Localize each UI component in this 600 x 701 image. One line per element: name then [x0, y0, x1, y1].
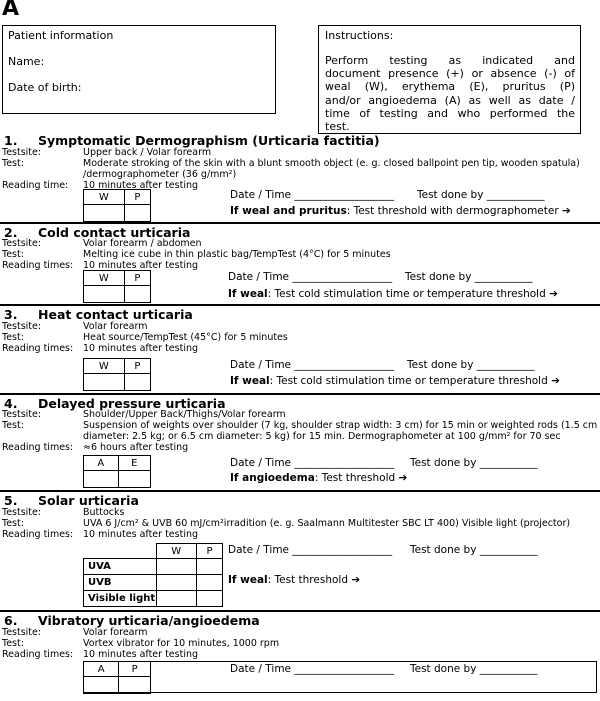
grid-cell[interactable]	[196, 575, 222, 591]
section-divider	[0, 610, 600, 612]
grid-col-header: P	[124, 359, 150, 374]
grid-col-header: A	[84, 662, 119, 677]
section-5-reading: 10 minutes after testing	[83, 529, 199, 540]
instructions-line: and/or angioedema (A) as well as date /	[325, 93, 575, 107]
followup-action: : Test threshold ➔	[314, 472, 408, 484]
section-2-title: Cold contact urticaria	[38, 225, 191, 240]
section-1-test-line1: Moderate stroking of the skin with a blunt smooth object (e. g. closed ballpoint pen tip, wooden spatula)	[83, 158, 580, 169]
grid-col-header: W	[84, 190, 125, 205]
grid-cell[interactable]	[124, 205, 150, 222]
grid-cell[interactable]	[84, 205, 125, 222]
section-4-testsite: Shoulder/Upper Back/Thighs/Volar forearm	[83, 409, 286, 420]
section-5-test-done-by[interactable]: Test done by ___________	[410, 544, 538, 556]
section-3-title: Heat contact urticaria	[38, 307, 193, 322]
section-3-result-grid	[83, 358, 151, 391]
testsite-label: Testsite:	[2, 238, 42, 249]
section-1-title: Symptomatic Dermographism (Urticaria factitia)	[38, 133, 380, 148]
section-5-number: 5.	[4, 493, 18, 508]
section-5-test-line1: UVA 6 J/cm² & UVB 60 mJ/cm²irradition (e. g. Saalmann Multitester SBC LT 400) Visible light (projector)	[83, 518, 571, 529]
test-label: Test:	[2, 518, 24, 529]
grid-cell[interactable]	[84, 471, 119, 488]
section-6-testsite: Volar forearm	[83, 627, 148, 638]
reading-times-label: Reading times:	[2, 343, 74, 354]
grid-col-header: P	[119, 662, 151, 677]
section-2-test-done-by[interactable]: Test done by ___________	[405, 271, 533, 283]
instructions-box	[318, 25, 581, 134]
grid-col-header: A	[84, 456, 119, 471]
section-3-test-done-by[interactable]: Test done by ___________	[407, 359, 535, 371]
section-4-test-line2: diameter: 2.5 kg; or 6.5 cm diameter: 5 kg) for 15 min. Dermographometer at 100 g/mm² for 70 sec	[83, 431, 561, 442]
section-3-number: 3.	[4, 307, 18, 322]
section-divider	[0, 393, 600, 395]
followup-action: : Test cold stimulation time or temperature threshold ➔	[269, 375, 560, 387]
panel-label: A	[2, 0, 20, 21]
instructions-line: test.	[325, 120, 350, 134]
section-divider	[0, 304, 600, 306]
reading-times-label: Reading times:	[2, 442, 74, 453]
grid-col-header: P	[196, 544, 222, 559]
section-1-test-done-by[interactable]: Test done by ___________	[417, 189, 545, 201]
instructions-line: document presence (+) or absence (-) of	[325, 67, 575, 81]
grid-cell[interactable]	[118, 471, 150, 488]
section-3-reading: 10 minutes after testing	[83, 343, 199, 354]
followup-condition: If weal	[230, 375, 270, 387]
section-1-reading: 10 minutes after testing	[83, 180, 199, 191]
followup-condition: If weal	[228, 288, 268, 300]
reading-times-label: Reading times:	[2, 260, 74, 271]
grid-cell[interactable]	[84, 374, 125, 391]
grid-col-header: W	[156, 544, 196, 559]
testsite-label: Testsite:	[2, 409, 42, 420]
section-4-followup	[230, 472, 407, 484]
section-divider	[0, 222, 600, 224]
grid-col-header: E	[118, 456, 150, 471]
section-4-result-grid	[83, 455, 151, 488]
section-2-test-line1: Melting ice cube in thin plastic bag/TempTest (4°C) for 5 minutes	[83, 249, 391, 260]
followup-condition: If angioedema	[230, 472, 315, 484]
section-3-testsite: Volar forearm	[83, 321, 148, 332]
patient-info-title: Patient information	[8, 29, 114, 42]
section-3-test-line1: Heat source/TempTest (45°C) for 5 minutes	[83, 332, 288, 343]
section-4-test-done-by[interactable]: Test done by ___________	[410, 457, 538, 469]
section-6-test-line1: Vortex vibrator for 10 minutes, 1000 rpm	[83, 638, 280, 649]
followup-action: : Test threshold with dermographometer ➔	[346, 205, 571, 217]
grid-cell[interactable]	[124, 374, 150, 391]
section-6-test-done-by[interactable]: Test done by ___________	[410, 663, 538, 675]
grid-col-header: W	[84, 271, 125, 286]
section-1-testsite: Upper back / Volar forearm	[83, 147, 212, 158]
instructions-line: Perform testing as indicated and	[325, 54, 575, 67]
section-2-number: 2.	[4, 225, 18, 240]
section-2-reading: 10 minutes after testing	[83, 260, 199, 271]
instructions-text	[325, 54, 575, 133]
grid-cell[interactable]	[124, 286, 150, 303]
grid-cell[interactable]	[196, 591, 222, 607]
grid-col-header: P	[124, 271, 150, 286]
section-1-followup	[230, 205, 571, 217]
grid-col-header: W	[84, 359, 125, 374]
section-4-reading: ≈6 hours after testing	[83, 442, 189, 453]
reading-time-label: Reading time:	[2, 180, 69, 191]
testsite-label: Testsite:	[2, 321, 42, 332]
section-6-date-time[interactable]: Date / Time ___________________	[230, 663, 395, 675]
grid-cell[interactable]	[156, 591, 196, 607]
test-label: Test:	[2, 638, 24, 649]
grid-row-header: UVB	[84, 575, 157, 591]
section-2-followup	[228, 288, 558, 300]
testsite-label: Testsite:	[2, 627, 42, 638]
section-3-date-time[interactable]: Date / Time ___________________	[230, 359, 395, 371]
section-3-followup	[230, 375, 560, 387]
section-4-date-time[interactable]: Date / Time ___________________	[230, 457, 395, 469]
section-5-followup	[228, 574, 360, 586]
test-label: Test:	[2, 420, 24, 431]
section-divider	[0, 490, 600, 492]
testsite-label: Testsite:	[2, 147, 42, 158]
section-5-testsite: Buttocks	[83, 507, 125, 518]
test-label: Test:	[2, 158, 24, 169]
section-4-number: 4.	[4, 396, 18, 411]
grid-row-header: Visible light	[84, 591, 157, 607]
section-1-result-grid	[83, 189, 151, 222]
testsite-label: Testsite:	[2, 507, 42, 518]
grid-row-header: UVA	[84, 559, 157, 575]
section-2-date-time[interactable]: Date / Time ___________________	[228, 271, 393, 283]
section-5-result-grid	[83, 543, 223, 607]
dob-label: Date of birth:	[8, 81, 82, 94]
grid-cell[interactable]	[196, 559, 222, 575]
section-6-reading: 10 minutes after testing	[83, 649, 199, 660]
section-6-result-grid	[83, 661, 151, 694]
section-5-title: Solar urticaria	[38, 493, 139, 508]
section-4-title: Delayed pressure urticaria	[38, 396, 226, 411]
test-label: Test:	[2, 332, 24, 343]
grid-corner	[84, 544, 157, 559]
section-5-date-time[interactable]: Date / Time ___________________	[228, 544, 393, 556]
name-label: Name:	[8, 55, 45, 68]
grid-cell[interactable]	[119, 677, 151, 694]
grid-cell[interactable]	[84, 286, 125, 303]
section-1-number: 1.	[4, 133, 18, 148]
section-1-date-time[interactable]: Date / Time ___________________	[230, 189, 395, 201]
section-6-number: 6.	[4, 613, 18, 628]
followup-action: : Test cold stimulation time or temperature threshold ➔	[267, 288, 558, 300]
grid-cell[interactable]	[156, 575, 196, 591]
instructions-line: weal (W), erythema (E), pruritus (P)	[325, 80, 575, 94]
instructions-title: Instructions:	[325, 29, 394, 42]
section-4-test-line1: Suspension of weights over shoulder (7 kg, shoulder strap width: 3 cm) for 15 min or weighted rods (1.5 cm	[83, 420, 598, 431]
instructions-line: time of testing and who performed the	[325, 106, 575, 120]
section-6-title: Vibratory urticaria/angioedema	[38, 613, 260, 628]
followup-action: : Test threshold ➔	[267, 574, 361, 586]
patient-info-box	[2, 25, 276, 114]
reading-times-label: Reading times:	[2, 529, 74, 540]
section-2-result-grid	[83, 270, 151, 303]
followup-condition: If weal	[228, 574, 268, 586]
grid-col-header: P	[124, 190, 150, 205]
grid-cell[interactable]	[156, 559, 196, 575]
section-1-test-line2: /dermographometer (36 g/mm²)	[83, 169, 237, 180]
reading-times-label: Reading times:	[2, 649, 74, 660]
section-2-testsite: Volar forearm / abdomen	[83, 238, 202, 249]
followup-condition: If weal and pruritus	[230, 205, 347, 217]
grid-cell[interactable]	[84, 677, 119, 694]
test-label: Test:	[2, 249, 24, 260]
